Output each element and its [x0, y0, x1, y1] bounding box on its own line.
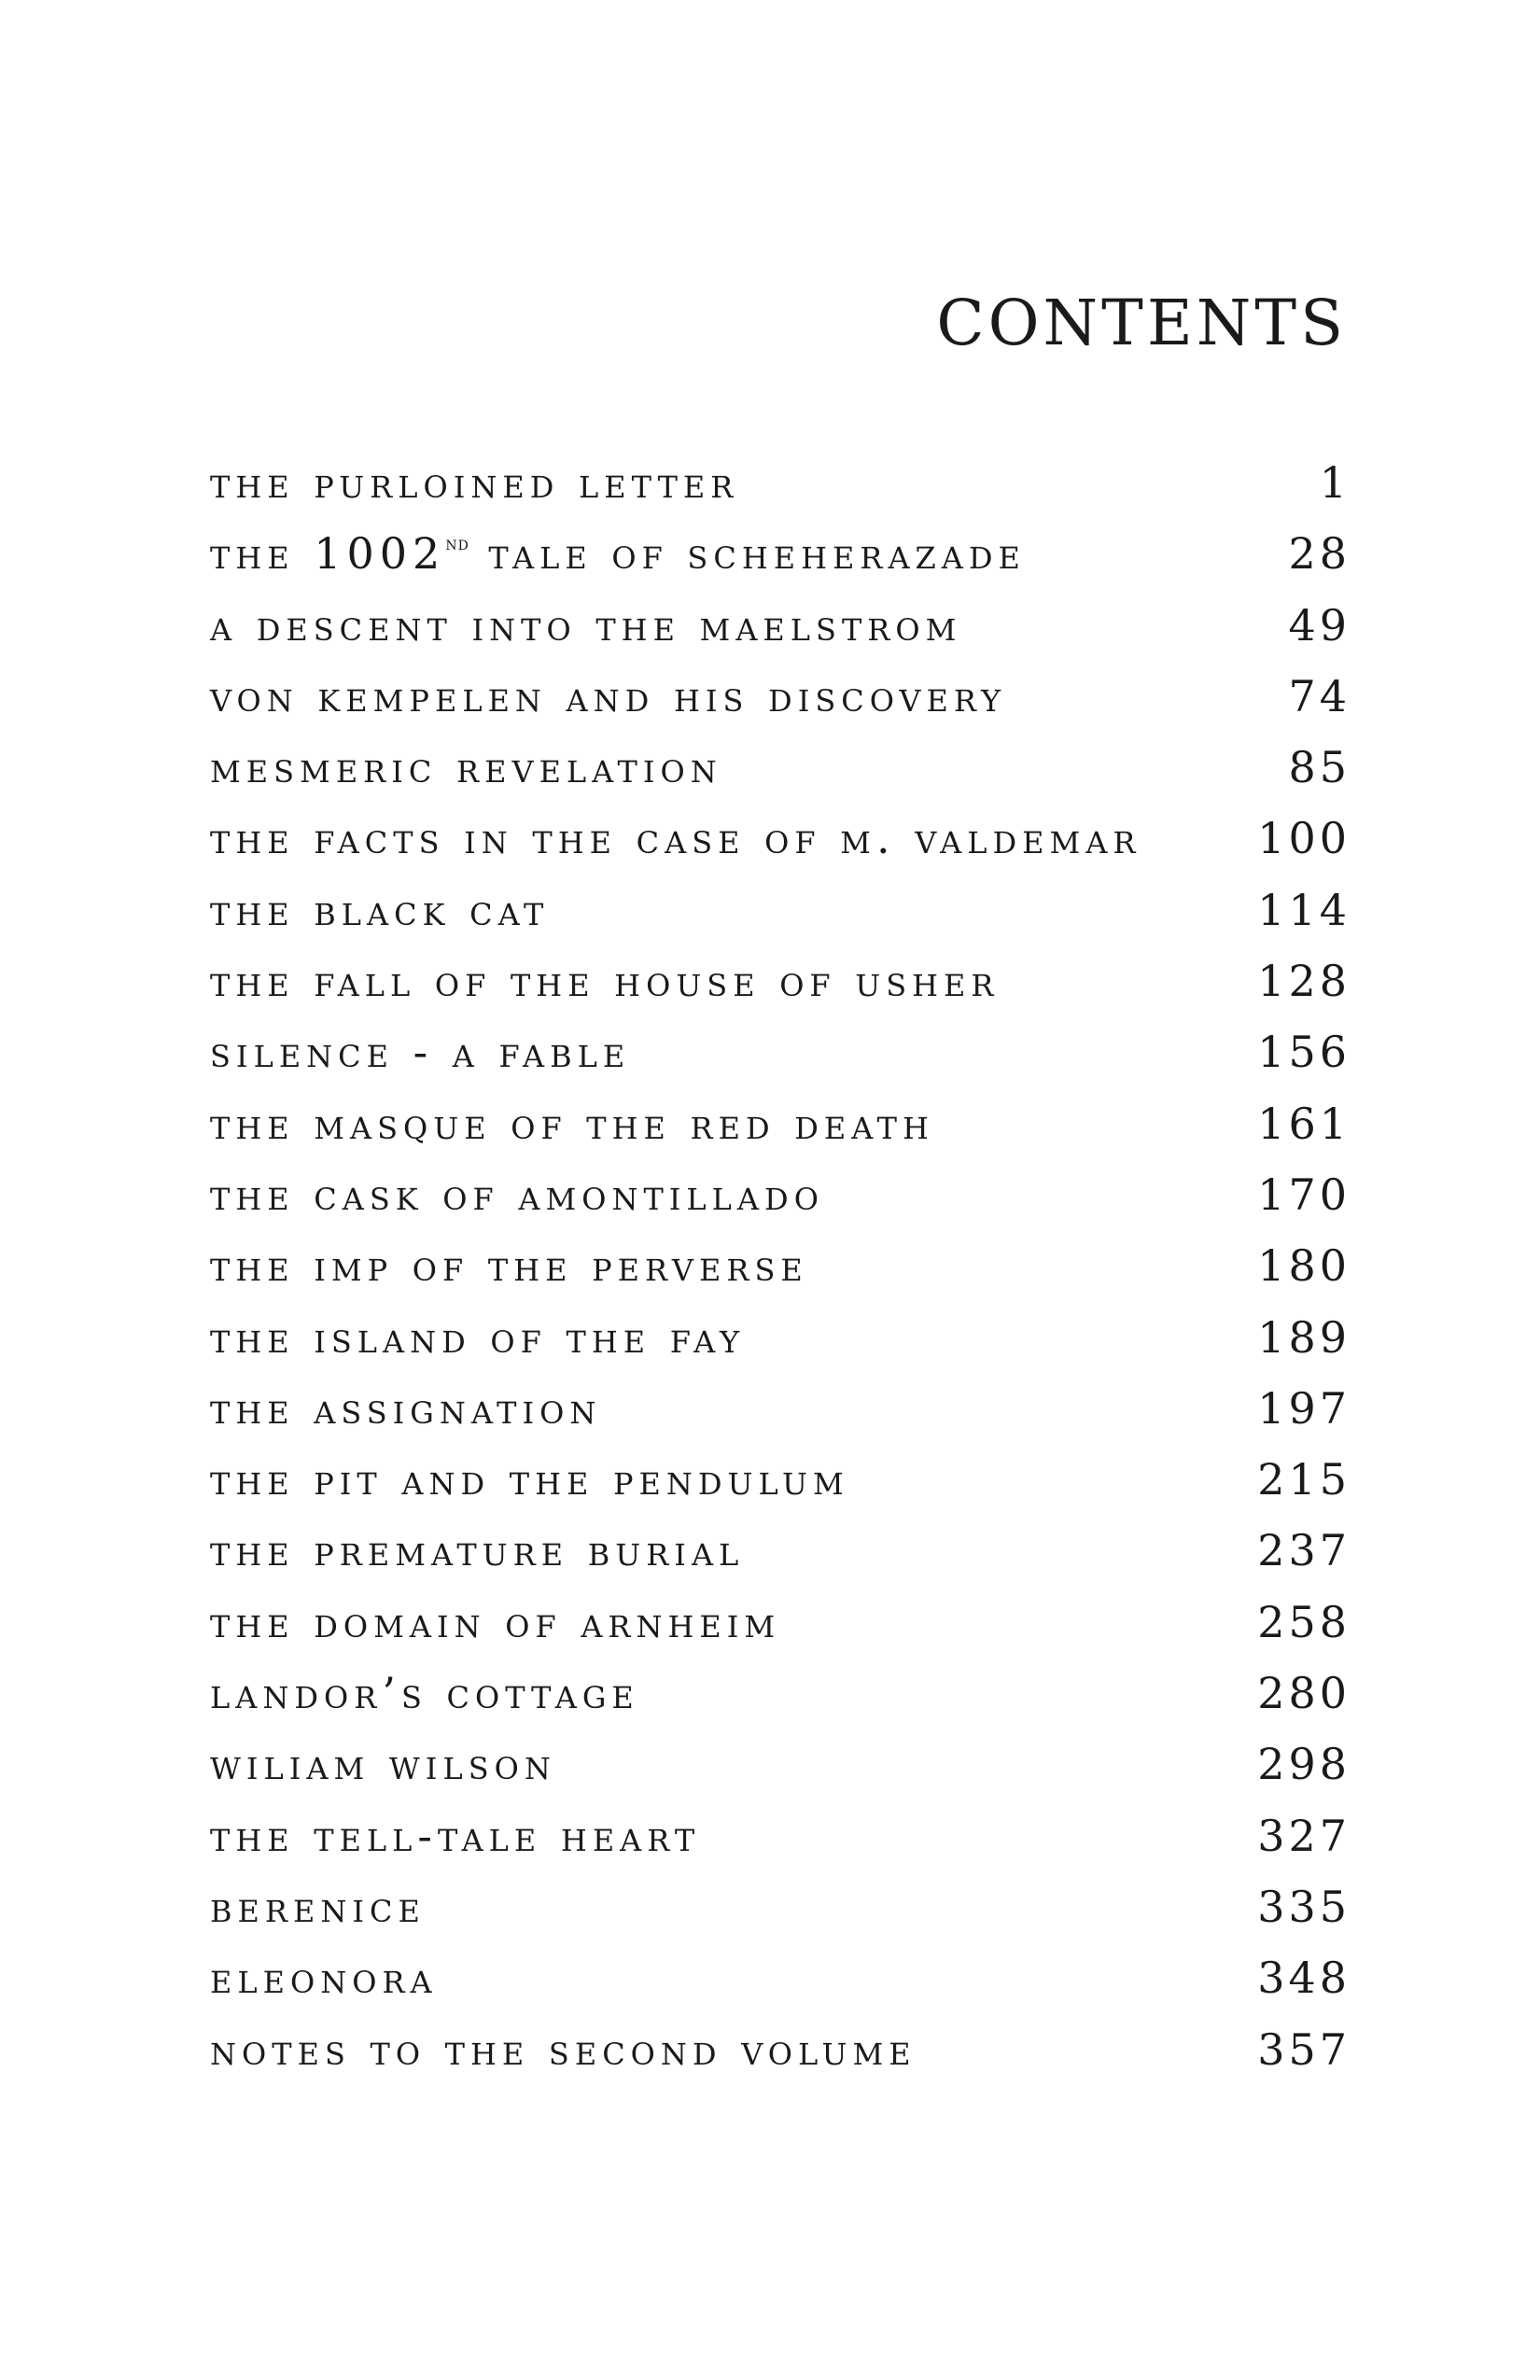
ordinal-suffix: nd: [445, 532, 469, 555]
entry-page-number: 348: [1257, 1953, 1351, 2004]
entry-page-number: 1: [1319, 457, 1351, 508]
entry-title: the fall of the house of usher: [210, 956, 1000, 1007]
entry-title: the pit and the pendulum: [210, 1454, 849, 1505]
entry-page-number: 28: [1288, 528, 1351, 580]
entry-page-number: 327: [1257, 1810, 1351, 1861]
entry-title: the black cat: [210, 884, 550, 935]
entry-page-number: 237: [1257, 1525, 1351, 1576]
entry-page-number: 335: [1257, 1881, 1351, 1932]
entry-page-number: 161: [1257, 1098, 1351, 1149]
toc-entry[interactable]: [210, 1099, 1351, 1169]
entry-page-number: 298: [1257, 1739, 1351, 1790]
toc-entry[interactable]: [210, 1525, 1351, 1596]
entry-page-number: 197: [1257, 1382, 1351, 1434]
entry-title: [210, 528, 1026, 579]
entry-page-number: 280: [1257, 1668, 1351, 1719]
entry-title: berenice: [210, 1881, 426, 1932]
entry-page-number: 74: [1288, 670, 1351, 721]
entry-page-number: 258: [1257, 1596, 1351, 1647]
entry-title: the domain of arnheim: [210, 1596, 781, 1647]
toc-entry[interactable]: [210, 1169, 1351, 1240]
toc-entry[interactable]: [210, 1882, 1351, 1953]
entry-title: the purloined letter: [210, 457, 739, 508]
entry-page-number: 189: [1257, 1311, 1351, 1363]
toc-entry[interactable]: [210, 1953, 1351, 2023]
toc-entry[interactable]: [210, 1312, 1351, 1383]
entry-title: eleonora: [210, 1953, 438, 2004]
entry-title: von kempelen and his discovery: [210, 670, 1007, 721]
entry-title: the cask of amontillado: [210, 1169, 824, 1220]
entry-title: silence - a fable: [210, 1027, 631, 1078]
toc-entry[interactable]: [210, 1027, 1351, 1098]
entry-title: the premature burial: [210, 1525, 745, 1576]
toc-entry[interactable]: [210, 1811, 1351, 1882]
entry-page-number: 215: [1257, 1454, 1351, 1505]
toc-entry[interactable]: [210, 1240, 1351, 1311]
entry-page-number: 357: [1257, 2023, 1351, 2075]
toc-entry[interactable]: [210, 1454, 1351, 1525]
entry-title: mesmeric revelation: [210, 742, 722, 793]
entry-page-number: 49: [1288, 599, 1351, 651]
toc-entry[interactable]: [210, 2024, 1351, 2095]
page-title: contents: [936, 261, 1347, 366]
toc-entry[interactable]: [210, 528, 1351, 599]
toc-entry[interactable]: [210, 457, 1351, 528]
entry-title: notes to the second volume: [210, 2023, 917, 2075]
entry-title: wiliam wilson: [210, 1739, 556, 1790]
entry-page-number: 170: [1257, 1169, 1351, 1220]
entry-page-number: 180: [1257, 1240, 1351, 1292]
toc-entry[interactable]: [210, 956, 1351, 1027]
toc-entry[interactable]: [210, 1739, 1351, 1810]
entry-page-number: 114: [1257, 884, 1351, 935]
entry-page-number: 128: [1257, 956, 1351, 1007]
entry-title: the tell-tale heart: [210, 1810, 701, 1861]
entry-page-number: 156: [1257, 1027, 1351, 1078]
toc-entry[interactable]: [210, 671, 1351, 742]
entry-title: a descent into the maelstrom: [210, 599, 962, 651]
toc-entry[interactable]: [210, 1383, 1351, 1454]
entry-title: the island of the fay: [210, 1311, 746, 1363]
toc-entry[interactable]: [210, 742, 1351, 813]
entry-title: the assignation: [210, 1382, 602, 1434]
toc-entry[interactable]: [210, 1597, 1351, 1668]
entry-title: landor’s cottage: [210, 1668, 639, 1719]
entry-page-number: 100: [1257, 813, 1351, 864]
entry-title: the facts in the case of m. valdemar: [210, 813, 1141, 864]
toc-entry[interactable]: [210, 813, 1351, 884]
entry-page-number: 85: [1288, 742, 1351, 793]
entry-title: the imp of the perverse: [210, 1240, 808, 1292]
entry-title-part: tale of scheherazade: [469, 528, 1026, 580]
toc-entry[interactable]: [210, 1668, 1351, 1739]
entry-title: the masque of the red death: [210, 1098, 934, 1149]
toc-entry[interactable]: [210, 885, 1351, 956]
entry-title-part: the 1002: [210, 528, 446, 580]
toc-entry[interactable]: [210, 600, 1351, 671]
table-of-contents: [210, 457, 1351, 2095]
